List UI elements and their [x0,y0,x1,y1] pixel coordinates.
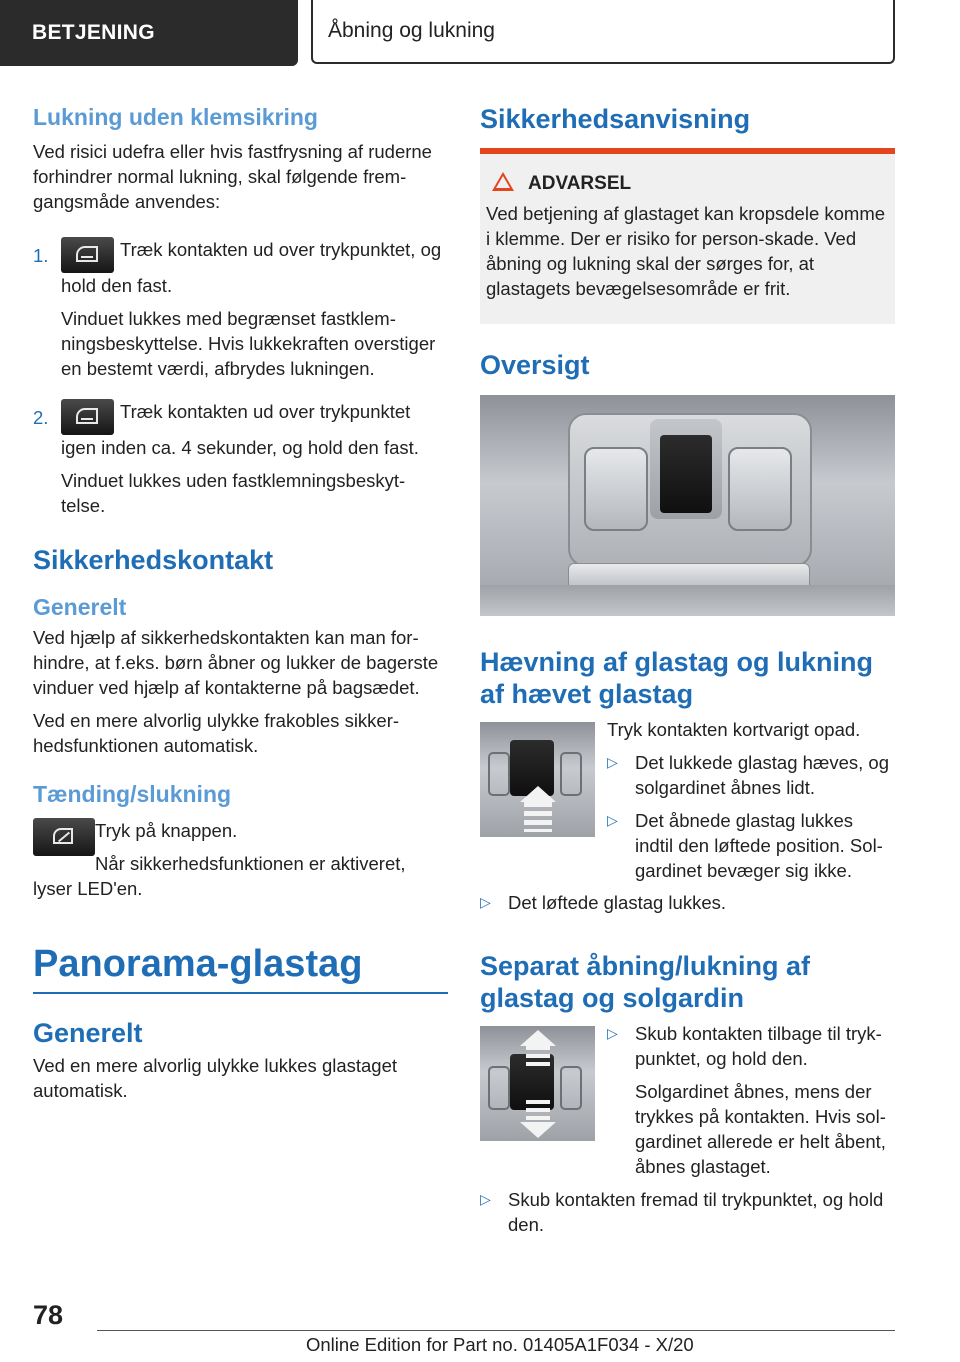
heading-generelt: Generelt [33,594,127,620]
safety-switch-block [33,818,448,901]
list-item-text: Det lukkede glastag hæves, og solgardinet åbnes lidt. [635,752,890,798]
raise-list [607,717,895,883]
paragraph-sunblind: Solgardinet åbnes, mens der trykkes på kontakten. Hvis sol-gardinet allerede er helt åbent, åbnes glastaget. [635,1081,886,1177]
warning-title: ADVARSEL [528,173,632,194]
step-1-result: Vinduet lukkes med begrænset fastklem-ningsbeskyttelse. Hvis lukkekraften overstiger en bestemt værdi, afbrydes lukningen. [61,308,436,379]
roof-console-photo [480,395,895,616]
list-item-text: Skub kontakten tilbage til tryk-punktet, og hold den. [635,1023,882,1069]
heading-lukning-uden-klemsikring: Lukning uden klemsikring [33,104,318,130]
heading-sikkerhedsanvisning: Sikkerhedsanvisning [480,104,751,134]
safety-switch-icon [33,818,95,856]
step-2-result: Vinduet lukkes uden fastklemningsbeskyt-telse. [61,470,406,516]
paragraph-press-button: Tryk på knappen. [95,820,238,841]
step-1-text: Træk kontakten ud over trykpunktet, og hold den fast. [61,239,442,296]
heading-separat: Separat åbning/lukning af glastag og solgardin [480,951,811,1013]
heading-generelt-glastag: Generelt [33,1018,143,1048]
list-item-text: Skub kontakten fremad til trykpunktet, og hold den. [508,1189,884,1235]
window-switch-icon [61,237,114,273]
warning-box [480,148,895,324]
step-2 [33,399,448,518]
list-item [480,890,923,915]
step-1-number: 1. [33,245,49,266]
paragraph-safety-switch: Ved hjælp af sikkerhedskontakten kan man for-hindre, at f.eks. børn åbner og lukker de bagerste vinduer ved hjælp af kontakterne på bagsædet. [33,627,439,698]
heading-taending-slukning: Tænding/slukning [33,781,232,807]
step-2-text: Træk kontakten ud over trykpunktet igen inden ca. 4 sekunder, og hold den fast. [61,401,419,458]
separate-list [607,1021,895,1179]
list-item [607,808,895,883]
step-1 [33,237,448,381]
switch-both-photo [480,1026,595,1141]
switch-up-photo [480,722,595,837]
header-section: BETJENING [0,0,298,66]
warning-text: Ved betjening af glastaget kan kropsdele komme i klemme. Der er risiko for person-skade. Ved åbning og lukning skal der sørges for, at glastagets bevægelsesområde er frit. [486,203,886,299]
list-item [607,750,895,800]
left-column [33,100,448,1103]
warning-triangle-icon [492,172,514,191]
list-item [480,1187,923,1237]
heading-oversigt: Oversigt [480,350,590,380]
heading-rule [33,992,448,994]
footer-edition: Online Edition for Part no. 01405A1F034 - X/20 [306,1334,694,1355]
list-item [607,1021,895,1071]
step-2-number: 2. [33,407,49,428]
heading-haevning: Hævning af glastag og lukning af hævet glastag [480,647,874,709]
paragraph-led: Når sikkerhedsfunktionen er aktiveret, lyser LED'en. [33,853,406,899]
page-number: 78 [33,1300,64,1330]
paragraph-glastag-accident: Ved en mere alvorlig ulykke lukkes glastaget automatisk. [33,1055,398,1101]
list-item-text: Det løftede glastag lukkes. [508,892,726,913]
paragraph-accident: Ved en mere alvorlig ulykke frakobles sikker-hedsfunktionen automatisk. [33,710,400,756]
header-chapter: Åbning og lukning [311,0,895,64]
intro-text: Ved risici udefra eller hvis fastfrysning af ruderne forhindrer normal lukning, skal følgende frem-gangsmåde anvendes: [33,141,432,212]
heading-sikkerhedskontakt: Sikkerhedskontakt [33,545,274,575]
heading-panorama-glastag: Panorama-glastag [33,943,363,985]
window-switch-icon [61,399,114,435]
list-item-text: Det åbnede glastag lukkes indtil den løftede position. Sol-gardinet bevæger sig ikke. [635,810,883,881]
paragraph-press-up: Tryk kontakten kortvarigt opad. [607,719,861,740]
